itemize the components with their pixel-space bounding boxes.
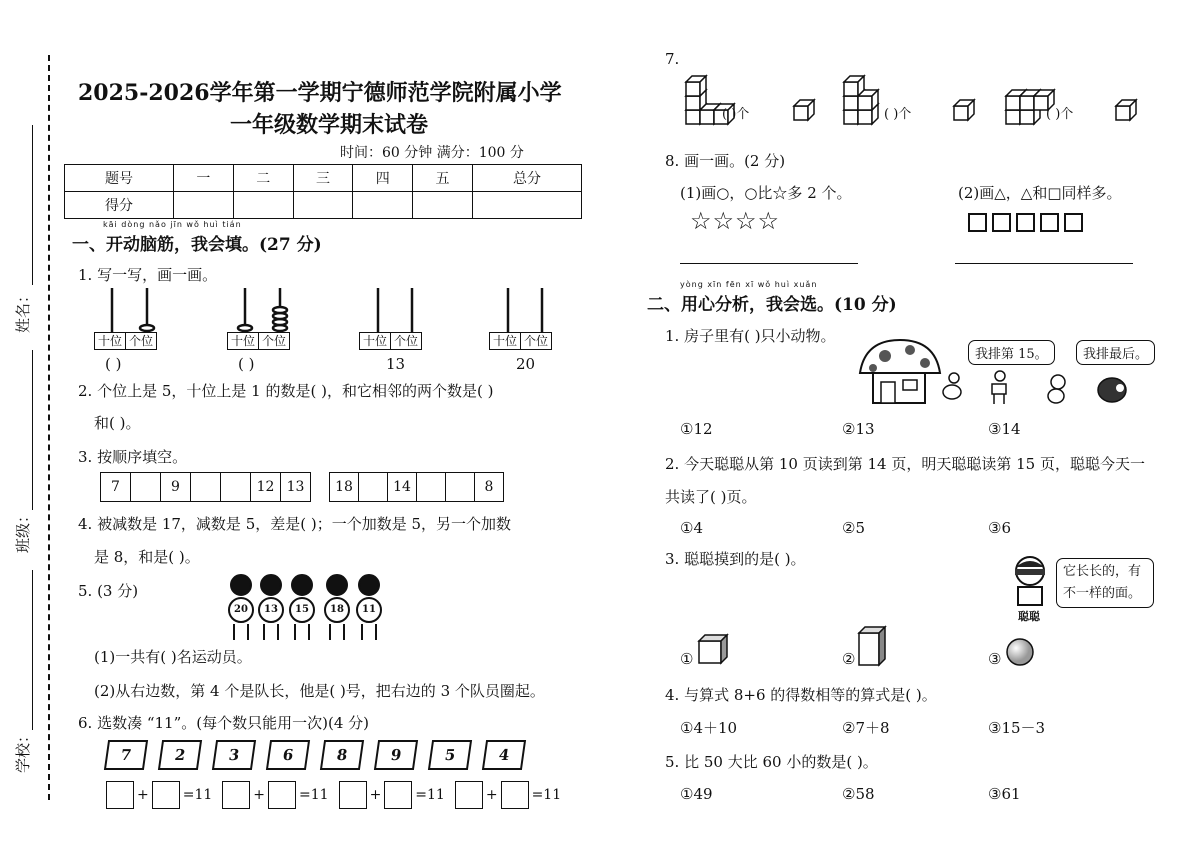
q1-answer-4: 20 bbox=[516, 355, 536, 373]
number-card[interactable]: 2 bbox=[158, 740, 202, 770]
score-table bbox=[64, 164, 582, 219]
q6-text: 6. 选数凑 “11”。(每个数只能用一次)(4 分) bbox=[78, 714, 369, 732]
abacus-1 bbox=[112, 288, 154, 332]
runner: 20 bbox=[228, 574, 254, 640]
addend-box[interactable] bbox=[106, 781, 134, 809]
seq-cell: 18 bbox=[330, 473, 359, 501]
q8-answer-line-2[interactable] bbox=[955, 263, 1133, 264]
q7-answer-3[interactable]: ( )个 bbox=[1046, 107, 1074, 122]
exam-meta: 时间：60 分钟 满分：100 分 bbox=[340, 145, 524, 161]
deer-icon bbox=[992, 371, 1006, 404]
q5-sub2: (2)从右边数，第 4 个是队长，他是( )号，把右边的 3 个队员圈起。 bbox=[94, 682, 545, 700]
q4-line2: 是 8，和是( )。 bbox=[94, 548, 200, 566]
q5-text: 5. (3 分) bbox=[78, 582, 139, 600]
place-value-box-3: 十位 个位 bbox=[359, 332, 422, 350]
c4-text: 4. 与算式 8+6 的得数相等的算式是( )。 bbox=[665, 686, 937, 704]
stack-2 bbox=[844, 76, 878, 124]
number-card[interactable]: 7 bbox=[104, 740, 148, 770]
c2-option-3[interactable]: ③6 bbox=[988, 519, 1011, 537]
addend-box[interactable] bbox=[339, 781, 367, 809]
unit-cube-2 bbox=[954, 100, 974, 120]
q2-line2: 和( )。 bbox=[94, 414, 141, 432]
runner: 18 bbox=[324, 574, 350, 640]
abacus-2 bbox=[238, 288, 287, 332]
q1-answer-3: 13 bbox=[386, 355, 406, 373]
q7-answer-2[interactable]: ( )个 bbox=[884, 107, 912, 122]
seq-cell[interactable] bbox=[446, 473, 475, 501]
unit-cube-1 bbox=[794, 100, 814, 120]
q1-answer-1[interactable]: ( ) bbox=[105, 355, 122, 373]
seq-cell: 14 bbox=[388, 473, 417, 501]
seq-cell: 7 bbox=[101, 473, 131, 501]
q7-answer-1[interactable]: ( )个 bbox=[722, 107, 750, 122]
abacus-group bbox=[90, 284, 570, 334]
seq-cell[interactable] bbox=[221, 473, 251, 501]
cuboid-shape-icon bbox=[857, 625, 887, 667]
speech-bubble-2: 我排最后。 bbox=[1076, 340, 1155, 365]
q8-answer-line-1[interactable] bbox=[680, 263, 858, 264]
addend-box[interactable] bbox=[268, 781, 296, 809]
score-cell[interactable] bbox=[174, 192, 234, 219]
c5-option-3[interactable]: ③61 bbox=[988, 785, 1021, 803]
runner: 15 bbox=[289, 574, 315, 640]
seq-cell: 13 bbox=[286, 479, 305, 495]
number-card[interactable]: 3 bbox=[212, 740, 256, 770]
score-cell[interactable] bbox=[413, 192, 473, 219]
q8-sub2: (2)画△，△和□同样多。 bbox=[958, 184, 1122, 202]
dog-icon bbox=[1048, 375, 1065, 403]
c4-option-1[interactable]: ①4＋10 bbox=[680, 719, 738, 737]
stars-row: ☆☆☆☆ bbox=[690, 207, 781, 235]
child-name: 聪聪 bbox=[1018, 610, 1040, 623]
addend-box[interactable] bbox=[222, 781, 250, 809]
score-cell[interactable] bbox=[293, 192, 353, 219]
sequence-b bbox=[329, 472, 504, 502]
score-header: 三 bbox=[293, 165, 353, 192]
seq-cell[interactable] bbox=[417, 473, 446, 501]
q5-sub1: (1)一共有( )名运动员。 bbox=[94, 648, 252, 666]
score-header: 一 bbox=[174, 165, 234, 192]
abacus-3 bbox=[378, 288, 412, 332]
section1-heading: 一、开动脑筋，我会填。(27 分) bbox=[72, 235, 322, 255]
school-blank[interactable] bbox=[32, 570, 33, 730]
c2-line1: 2. 今天聪聪从第 10 页读到第 14 页，明天聪聪读第 15 页，聪聪今天一 bbox=[665, 455, 1145, 473]
seq-cell: 8 bbox=[484, 479, 494, 495]
q8-text: 8. 画一画。(2 分) bbox=[665, 152, 786, 170]
seq-cell[interactable] bbox=[131, 473, 161, 501]
blindfolded-child-illustration bbox=[1008, 555, 1052, 609]
addend-box[interactable] bbox=[455, 781, 483, 809]
cube-shape-icon bbox=[697, 633, 729, 665]
animals-queue-illustration bbox=[940, 368, 1140, 408]
place-value-box-2: 十位 个位 bbox=[227, 332, 290, 350]
section1-pinyin: kāi dòng nǎo jīn wǒ huì tián bbox=[103, 220, 242, 229]
name-label: 姓名： bbox=[14, 287, 33, 334]
c2-option-2[interactable]: ②5 bbox=[842, 519, 865, 537]
seq-cell: 9 bbox=[161, 473, 191, 501]
c5-option-2[interactable]: ②58 bbox=[842, 785, 875, 803]
runners-illustration bbox=[226, 574, 386, 640]
score-cell[interactable] bbox=[233, 192, 293, 219]
class-label: 班级： bbox=[14, 507, 33, 554]
class-blank[interactable] bbox=[32, 350, 33, 510]
addend-box[interactable] bbox=[384, 781, 412, 809]
score-cell[interactable] bbox=[353, 192, 413, 219]
number-card[interactable]: 4 bbox=[482, 740, 526, 770]
score-header: 二 bbox=[233, 165, 293, 192]
seq-cell[interactable] bbox=[191, 473, 221, 501]
name-blank[interactable] bbox=[32, 125, 33, 285]
mushroom-house-illustration bbox=[855, 338, 945, 408]
school-label: 学校： bbox=[14, 727, 33, 774]
q2-line1: 2. 个位上是 5，十位上是 1 的数是( )，和它相邻的两个数是( ) bbox=[78, 382, 494, 400]
equation-row: + =11 + =11 + =11 + =11 bbox=[106, 781, 561, 809]
place-value-box-4: 十位 个位 bbox=[489, 332, 552, 350]
binding-line bbox=[48, 55, 50, 800]
c1-option-3[interactable]: ③14 bbox=[988, 420, 1021, 438]
number-card[interactable]: 6 bbox=[266, 740, 310, 770]
cube-stacks bbox=[684, 70, 1144, 126]
q1-text: 1. 写一写，画一画。 bbox=[78, 266, 218, 284]
seq-cell[interactable] bbox=[359, 473, 388, 501]
runner: 11 bbox=[356, 574, 382, 640]
section2-pinyin: yòng xīn fēn xī wǒ huì xuǎn bbox=[680, 280, 818, 289]
score-header: 总分 bbox=[472, 165, 581, 192]
c3-option-1[interactable]: ① bbox=[680, 650, 694, 668]
score-row-label: 得分 bbox=[65, 192, 174, 219]
c4-option-3[interactable]: ③15－3 bbox=[988, 719, 1046, 737]
c3-text: 3. 聪聪摸到的是( )。 bbox=[665, 550, 806, 568]
q1-answer-2[interactable]: ( ) bbox=[238, 355, 255, 373]
exam-title: 2025-2026学年第一学期宁德师范学院附属小学 bbox=[78, 80, 562, 106]
c1-text: 1. 房子里有( )只小动物。 bbox=[665, 327, 836, 345]
sequence-a bbox=[100, 472, 311, 502]
c2-option-1[interactable]: ①4 bbox=[680, 519, 703, 537]
number-card[interactable]: 8 bbox=[320, 740, 364, 770]
score-header: 题号 bbox=[65, 165, 174, 192]
speech-bubble-1: 我排第 15。 bbox=[968, 340, 1055, 365]
speech-bubble-3: 它长长的，有不一样的面。 bbox=[1056, 558, 1154, 608]
score-cell[interactable] bbox=[472, 192, 581, 219]
exam-subtitle: 一年级数学期末试卷 bbox=[230, 112, 429, 138]
runner: 13 bbox=[258, 574, 284, 640]
score-header: 四 bbox=[353, 165, 413, 192]
section2-heading: 二、用心分析，我会选。(10 分) bbox=[647, 295, 897, 315]
score-header: 五 bbox=[413, 165, 473, 192]
unit-cube-3 bbox=[1116, 100, 1136, 120]
c1-option-2[interactable]: ②13 bbox=[842, 420, 875, 438]
duck-icon bbox=[943, 373, 961, 399]
addend-box[interactable] bbox=[152, 781, 180, 809]
squares-row bbox=[968, 213, 1083, 232]
hedgehog-icon bbox=[1098, 378, 1126, 402]
c1-option-1[interactable]: ①12 bbox=[680, 420, 713, 438]
addend-box[interactable] bbox=[501, 781, 529, 809]
c3-option-3[interactable]: ③ bbox=[988, 650, 1002, 668]
q3-text: 3. 按顺序填空。 bbox=[78, 448, 188, 466]
q7-num: 7. bbox=[665, 50, 680, 68]
number-card[interactable]: 5 bbox=[428, 740, 472, 770]
seq-cell: 12 bbox=[251, 473, 281, 501]
place-value-box-1: 十位 个位 bbox=[94, 332, 157, 350]
c2-line2: 共读了( )页。 bbox=[665, 488, 757, 506]
number-cards bbox=[106, 740, 524, 770]
abacus-4 bbox=[508, 288, 542, 332]
q8-sub1: (1)画○，○比☆多 2 个。 bbox=[680, 184, 852, 202]
number-card[interactable]: 9 bbox=[374, 740, 418, 770]
sphere-shape-icon bbox=[1005, 637, 1035, 667]
c3-option-2[interactable]: ② bbox=[842, 650, 856, 668]
c5-text: 5. 比 50 大比 60 小的数是( )。 bbox=[665, 753, 878, 771]
c5-option-1[interactable]: ①49 bbox=[680, 785, 713, 803]
c4-option-2[interactable]: ②7＋8 bbox=[842, 719, 890, 737]
q4-line1: 4. 被减数是 17，减数是 5，差是( )；一个加数是 5，另一个加数 bbox=[78, 515, 512, 533]
